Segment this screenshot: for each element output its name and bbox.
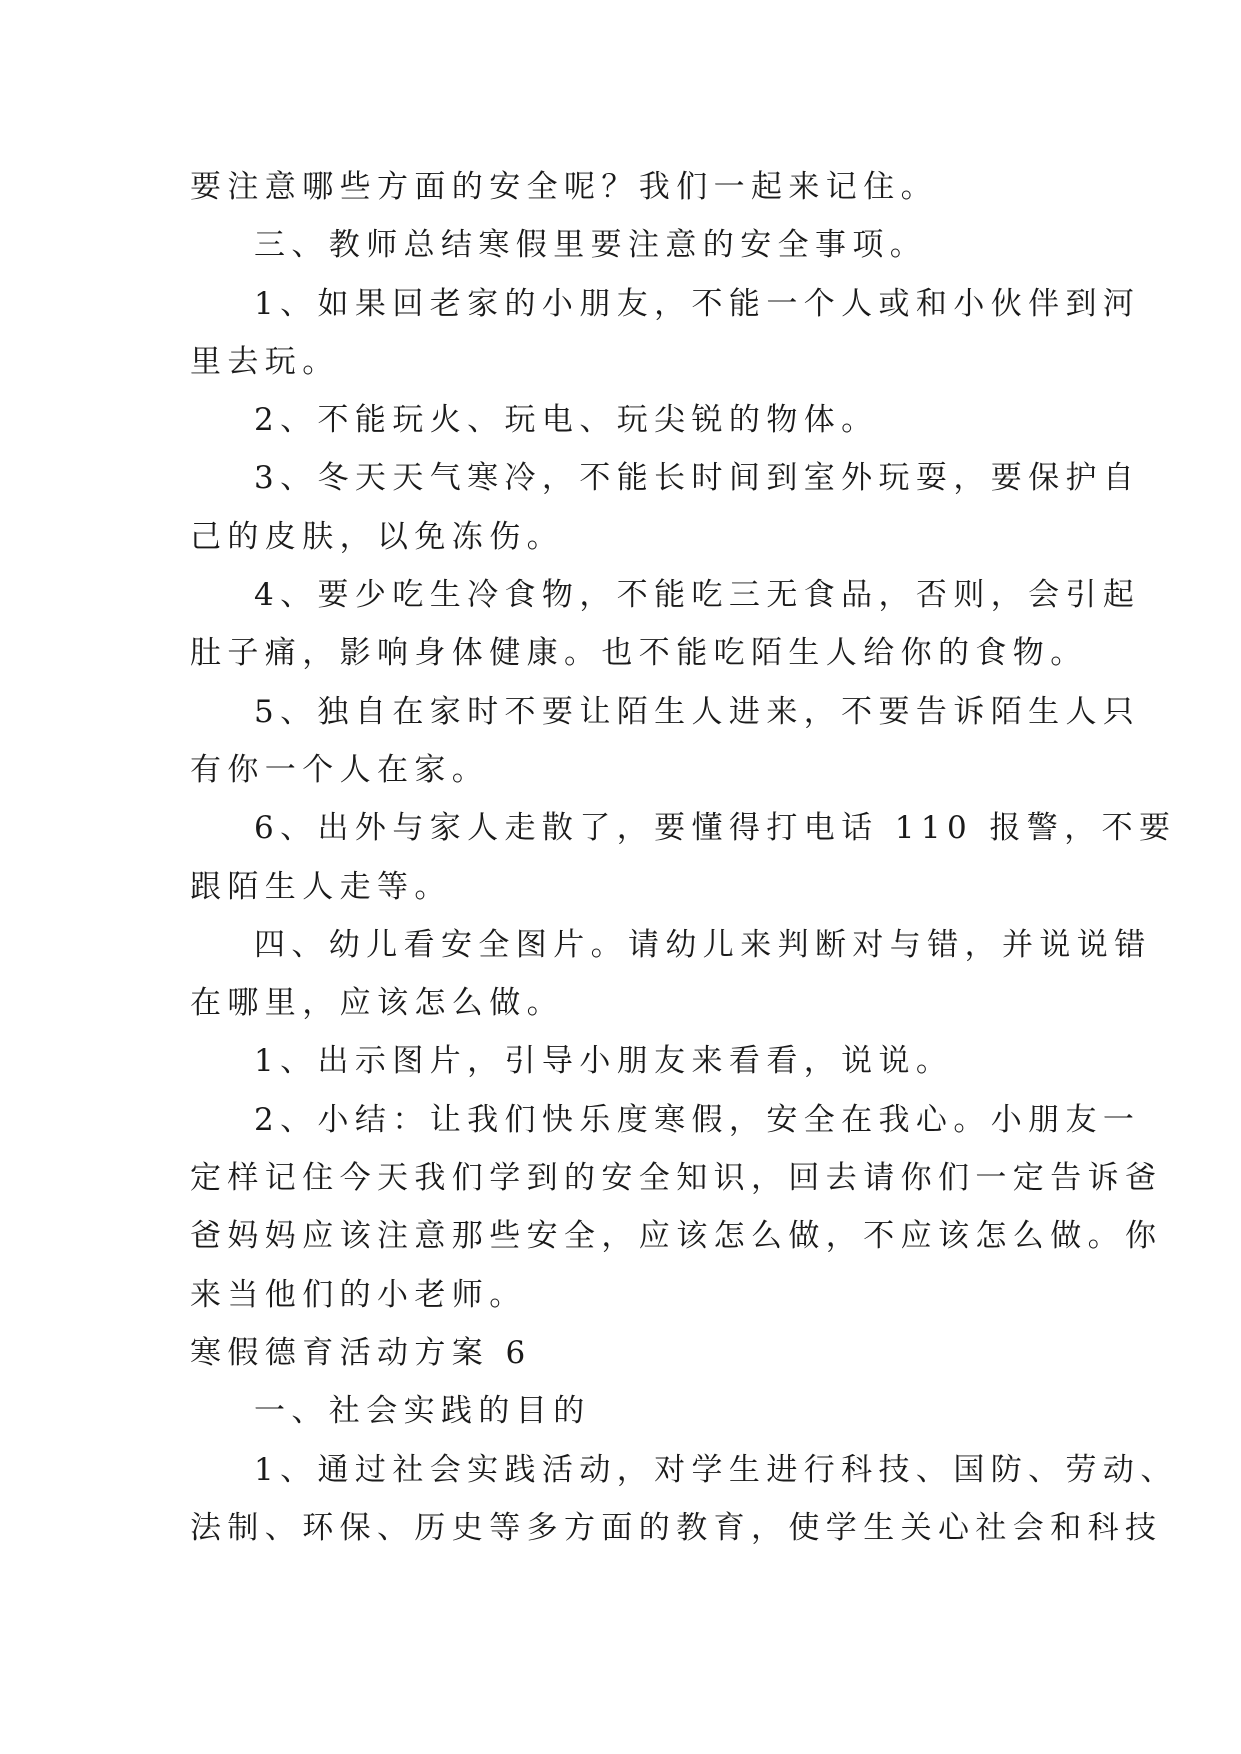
text-line: 跟陌生人走等。	[190, 868, 452, 905]
text-line: 要注意哪些方面的安全呢？我们一起来记住。	[190, 169, 938, 205]
section-heading: 三、教师总结寒假里要注意的安全事项。	[254, 227, 928, 264]
text-line: 爸妈妈应该注意那些安全，应该怎么做，不应该怎么做。你	[190, 1218, 1163, 1255]
text-line: 有你一个人在家。	[190, 751, 490, 788]
document-title: 寒假德育活动方案 6	[190, 1334, 532, 1371]
text-line: 肚子痛，影响身体健康。也不能吃陌生人给你的食物。	[190, 635, 1088, 672]
text-line: 里去玩。	[190, 343, 340, 380]
list-item-text: 2、不能玩火、玩电、玩尖锐的物体。	[254, 402, 879, 439]
text-line: 己的皮肤，以免冻伤。	[190, 518, 564, 555]
document-body	[190, 158, 1178, 1557]
list-item-text: 4、要少吃生冷食物，不能吃三无食品，否则，会引起	[254, 577, 1141, 614]
list-item-text: 1、如果回老家的小朋友，不能一个人或和小伙伴到河	[254, 285, 1141, 322]
text-line: 在哪里，应该怎么做。	[190, 985, 564, 1022]
list-item-text: 1、出示图片，引导小朋友来看看，说说。	[254, 1043, 954, 1080]
text-line: 定样记住今天我们学到的安全知识，回去请你们一定告诉爸	[190, 1160, 1163, 1197]
section-heading: 四、幼儿看安全图片。请幼儿来判断对与错，并说说错	[254, 926, 1152, 963]
section-heading: 一、社会实践的目的	[254, 1393, 591, 1430]
text-line: 法制、环保、历史等多方面的教育，使学生关心社会和科技	[190, 1509, 1163, 1546]
list-item-text: 2、小结：让我们快乐度寒假，安全在我心。小朋友一	[254, 1101, 1141, 1138]
list-item-text: 5、独自在家时不要让陌生人进来，不要告诉陌生人只	[254, 693, 1141, 730]
text-line: 来当他们的小老师。	[190, 1276, 527, 1313]
list-item-text: 6、出外与家人走散了，要懂得打电话 110 报警，不要	[254, 810, 1177, 847]
list-item-text: 1、通过社会实践活动，对学生进行科技、国防、劳动、	[254, 1451, 1178, 1488]
list-item-text: 3、冬天天气寒冷，不能长时间到室外玩耍，要保护自	[254, 460, 1141, 497]
